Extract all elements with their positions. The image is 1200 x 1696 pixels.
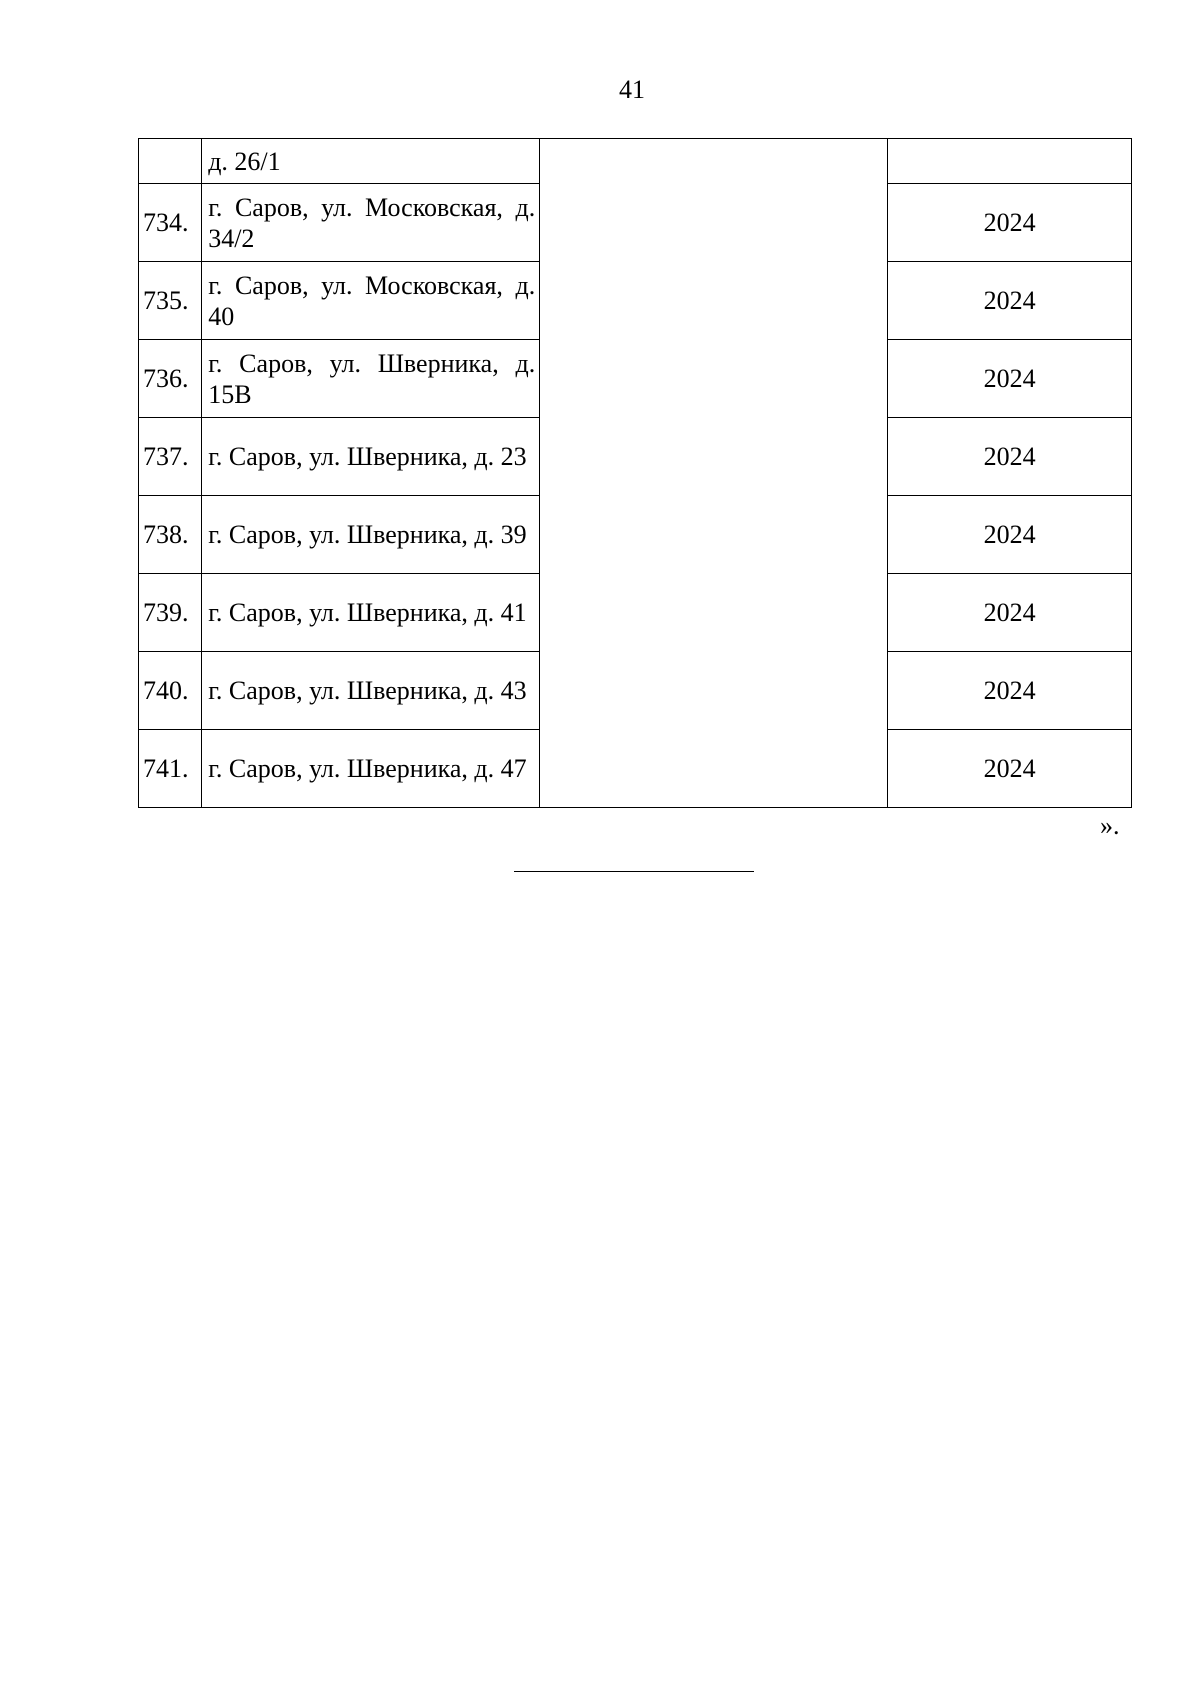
- row-number: 741.: [139, 730, 202, 808]
- row-year: 2024: [888, 652, 1132, 730]
- row-address: г. Саров, ул. Шверника, д. 15В: [202, 340, 540, 418]
- row-number: 739.: [139, 574, 202, 652]
- row-year: 2024: [888, 574, 1132, 652]
- row-year: [888, 139, 1132, 184]
- row-address: г. Саров, ул. Шверника, д. 39: [202, 496, 540, 574]
- row-year: 2024: [888, 418, 1132, 496]
- row-number: 737.: [139, 418, 202, 496]
- row-address: г. Саров, ул. Шверника, д. 23: [202, 418, 540, 496]
- row-address: д. 26/1: [202, 139, 540, 184]
- row-year: 2024: [888, 340, 1132, 418]
- address-table: [138, 138, 1132, 808]
- row-year: 2024: [888, 262, 1132, 340]
- table-row: [139, 139, 1132, 184]
- row-number: 736.: [139, 340, 202, 418]
- row-address: г. Саров, ул. Шверника, д. 41: [202, 574, 540, 652]
- row-address: г. Саров, ул. Московская, д. 34/2: [202, 184, 540, 262]
- row-year: 2024: [888, 730, 1132, 808]
- row-address: г. Саров, ул. Московская, д. 40: [202, 262, 540, 340]
- closing-quote: ».: [1100, 811, 1120, 840]
- row-number: 735.: [139, 262, 202, 340]
- row-address: г. Саров, ул. Шверника, д. 43: [202, 652, 540, 730]
- end-divider: [514, 871, 754, 872]
- row-year: 2024: [888, 184, 1132, 262]
- page-number: 41: [619, 75, 645, 104]
- row-number: [139, 139, 202, 184]
- row-address: г. Саров, ул. Шверника, д. 47: [202, 730, 540, 808]
- row-number: 734.: [139, 184, 202, 262]
- row-number: 738.: [139, 496, 202, 574]
- merged-empty-cell: [540, 139, 888, 808]
- row-year: 2024: [888, 496, 1132, 574]
- row-number: 740.: [139, 652, 202, 730]
